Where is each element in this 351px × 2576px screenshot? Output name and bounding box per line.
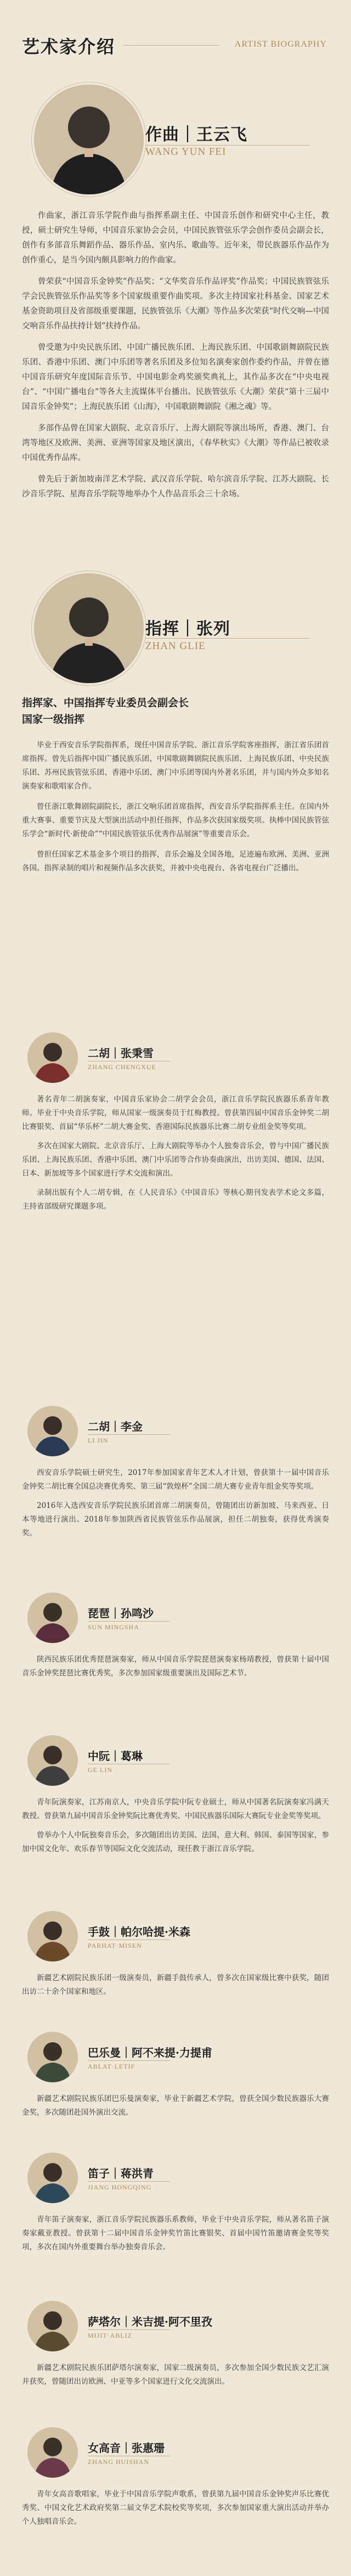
portrait-silhouette-icon xyxy=(34,573,144,683)
member-name: 琵琶｜孙鸣沙 xyxy=(88,1607,154,1620)
composer-portrait xyxy=(32,82,146,197)
bio-paragraph: 作曲家，浙江音乐学院作曲与指挥系副主任、中国音乐创作和研究中心主任，教授，硕士研究生导师，中国音乐家协会会员，中国民族管弦乐学会创作委员会副会长，创作有多部音乐舞蹈作品、器乐作品、室内乐、歌曲等。近年来，带民族器乐作品作为创作重心，是当今国内颇具影响力的作曲家。 xyxy=(22,211,329,265)
conductor-role-en: ZHAN GLIE xyxy=(145,640,206,652)
member-avatar xyxy=(27,1406,78,1456)
member-name-en: ZHANG HUISHAN xyxy=(88,2458,149,2466)
bio-paragraph: 录制出版有个人二胡专辑，在《人民音乐》《中国音乐》等核心期刊发表学术论文多篇，主持省部级研究课题多项。 xyxy=(22,1188,329,1211)
conductor-heading-line: 国家一级指挥 xyxy=(22,713,85,725)
member-name: 手鼓｜帕尔哈提·米森 xyxy=(88,1925,190,1938)
person-icon xyxy=(27,1735,78,1786)
bio-paragraph: 曾担任国家艺术基金多个项目的指挥，音乐会遍及全国各地，足迹遍布欧洲、美洲、亚洲各国。指挥录制的唱片和视频作品多次获奖，并被中央电视台、各省电视台广泛播出。 xyxy=(22,850,329,873)
member-bio xyxy=(22,1971,329,2004)
bio-paragraph: 曾荣获“中国音乐金钟奖”作品奖；“文华奖音乐作品评奖”作品奖；中国民族管弦乐学会民族管弦乐作品奖等多个国家级重要作曲奖项。多次主持国家社科基金、国家艺术基金资助项目及省部级重要课题，民族管弦乐《大潮》等作品多次荣获“时代交响—中国交响音乐作品扶持计划”扶持作品。 xyxy=(22,277,329,331)
member-name: 二胡｜张秉雪 xyxy=(88,1047,154,1060)
bio-paragraph: 新疆艺术剧院民族乐团巴乐曼演奏家，毕业于新疆艺术学院，曾获全国少数民族器乐大赛金奖，多次随团赴国外演出交流。 xyxy=(22,2094,329,2117)
conductor-role: 指挥｜张列 xyxy=(145,619,230,639)
member-name-en: ABLAT·LETIF xyxy=(88,2063,135,2070)
person-icon xyxy=(27,2427,78,2478)
person-icon xyxy=(27,1911,78,1962)
member-name-en: SUN MINGSHA xyxy=(88,1623,140,1631)
bio-paragraph: 青年笛子演奏家，浙江音乐学院民族器乐系教师，毕业于中央音乐学院，师从著名笛子演奏家戴亚教授。曾获第十二届中国音乐金钟奖竹笛比赛银奖、首届中国竹笛邀请赛金奖等奖项，多次在国内外重要舞台举办独奏音乐会。 xyxy=(22,2215,329,2251)
member-divider xyxy=(88,1621,170,1622)
member-divider xyxy=(88,2329,170,2330)
composer-bio xyxy=(22,209,329,509)
member-name-en: ZHANG CHENGXUE xyxy=(88,1063,156,1071)
member-name: 笛子｜蒋洪青 xyxy=(88,2167,154,2180)
conductor-portrait xyxy=(32,571,146,685)
member-name: 女高音｜张惠珊 xyxy=(88,2441,165,2455)
member-avatar xyxy=(27,2427,78,2478)
member-name: 巴乐曼｜阿不来提·力提甫 xyxy=(88,2046,212,2059)
bio-paragraph: 西安音乐学院硕士研究生，2017年参加国家青年艺术人才计划，曾获第十一届中国音乐金钟奖二胡比赛全国总决赛优秀奖、第三届“敦煌杯”全国二胡大赛专业青年组金奖等奖项。 xyxy=(22,1468,329,1491)
member-avatar xyxy=(27,1592,78,1643)
bio-paragraph: 曾受邀为中央民族乐团、中国广播民族乐团、上海民族乐团、中国歌剧舞剧院民族乐团、香港中乐团、澳门中乐团等著名乐团及多位知名演奏家创作委约作品，并曾在德中国音乐研究年度国际音乐节、中国电影金鸡奖颁奖典礼上，其作品多次在“中央电视台”、“中国广播电台”等各大主流媒体平台播出。民族管弦乐《大潮》荣获“第十三届中国音乐金钟奖”；上海民族乐团《山海》，中国歌剧舞剧院《湘之魂》等。 xyxy=(22,343,329,411)
bio-paragraph: 2016年入选西安音乐学院民族乐团首席二胡演奏员，曾随团出访新加坡、马来西亚、日本等地进行演出。2018年参加陕西省民族管弦乐作品展演，担任二胡独奏，获得优秀演奏奖。 xyxy=(22,1501,329,1538)
member-name-en: LI JIN xyxy=(88,1437,109,1444)
member-avatar xyxy=(27,2032,78,2082)
member-name-en: MIJIT·ABLIZ xyxy=(88,2332,132,2339)
member-bio xyxy=(22,1466,329,1546)
composer-divider xyxy=(145,145,310,146)
bio-paragraph: 新疆艺术剧院民族乐团萨塔尔演奏家，国家二级演奏员，多次参加全国少数民族文艺汇演并获奖，曾随团出访欧洲、中亚等多个国家进行文化交流演出。 xyxy=(22,2363,329,2386)
member-bio xyxy=(22,2092,329,2125)
member-divider xyxy=(88,2060,170,2061)
member-divider xyxy=(88,1434,170,1435)
member-bio xyxy=(22,2488,329,2534)
member-avatar xyxy=(27,2153,78,2203)
conductor-bio xyxy=(22,739,329,882)
header-divider xyxy=(123,45,219,46)
person-icon xyxy=(27,2301,78,2351)
person-icon xyxy=(27,1592,78,1643)
bio-paragraph: 多次在国家大剧院、北京音乐厅、上海大剧院等举办个人独奏音乐会，曾与中国广播民族乐团、上海民族乐团、香港中乐团、澳门中乐团等合作协奏曲演出，出访美国、德国、法国、日本、新加坡等多个国家进行学术交流和演出。 xyxy=(22,1142,329,1178)
member-name: 二胡｜李金 xyxy=(88,1420,143,1433)
conductor-heading-line: 指挥家、中国指挥专业委员会副会长 xyxy=(22,697,189,709)
member-divider xyxy=(88,2181,170,2182)
member-name-en: PARHAT·MISEN xyxy=(88,1942,142,1949)
member-bio xyxy=(22,1093,329,1219)
member-name: 中阮｜葛琳 xyxy=(88,1750,143,1763)
member-name-en: JIANG HONGQING xyxy=(88,2183,152,2191)
bio-paragraph: 曾任浙江歌舞剧院副院长，浙江交响乐团首席指挥，西安音乐学院指挥系主任。在国内外重大赛事、重要节庆及大型演出活动中担任指挥，作品多次获国家级奖项。执棒中国民族管弦乐学会“新时代·新使命”“中国民族管弦乐优秀作品展演”等重要音乐会。 xyxy=(22,802,329,839)
bio-paragraph: 著名青年二胡演奏家，中国音乐家协会二胡学会会员，浙江音乐学院民族器乐系青年教师。毕业于中央音乐学院，师从国家一级演奏员于红梅教授。曾获第四届中国音乐金钟奖二胡比赛银奖、首届“华乐杯”二胡大赛金奖、香港国际民族器乐比赛二胡专业组金奖等奖项。 xyxy=(22,1095,329,1131)
member-avatar xyxy=(27,1735,78,1786)
member-name: 萨塔尔｜米吉提·阿不里孜 xyxy=(88,2315,212,2328)
member-bio xyxy=(22,2361,329,2394)
bio-paragraph: 曾举办个人中阮独奏音乐会，多次随团出访美国、法国、意大利、韩国、泰国等国家，参加中国文化年、欢乐春节等国际文化交流活动，现任教于浙江音乐学院。 xyxy=(22,1831,329,1853)
page-title: 艺术家介绍 xyxy=(22,36,116,57)
bio-paragraph: 多部作品曾在国家大剧院、北京音乐厅、上海大剧院等演出场所，香港、澳门、台湾等地区及欧洲、美洲、亚洲等国家及地区演出，《春华秋实》《大潮》等作品已被收录中国优秀作品库。 xyxy=(22,424,329,462)
conductor-divider xyxy=(145,638,310,639)
member-avatar xyxy=(27,2301,78,2351)
bio-paragraph: 毕业于西安音乐学院指挥系，现任中国音乐学院、浙江音乐学院客座指挥，浙江省乐团首席指挥。曾先后指挥中国广播民族乐团、中国歌剧舞剧院民族乐团、上海民族乐团、中央民族乐团、苏州民族管弦乐团、香港中乐团、澳门中乐团等国内外著名乐团，并与国内外众多知名演奏家和歌唱家合作。 xyxy=(22,741,329,791)
member-name-en: GE LIN xyxy=(88,1766,112,1774)
bio-paragraph: 青年阮演奏家，江苏南京人，中央音乐学院中阮专业硕士，师从中国著名阮演奏家冯满天教授。曾获第九届中国音乐金钟奖阮比赛优秀奖、中国民族器乐国际大赛阮专业金奖等奖项。 xyxy=(22,1798,329,1820)
bio-paragraph: 青年女高音歌唱家，毕业于中国音乐学院声歌系，曾获第九届中国音乐金钟奖声乐比赛优秀奖、中国文化艺术政府奖第二届文华艺术院校奖等奖项，多次参加国家重大演出活动并举办个人独唱音乐会。 xyxy=(22,2490,329,2526)
member-avatar xyxy=(27,1911,78,1962)
bio-paragraph: 新疆艺术剧院民族乐团一级演奏员，新疆手鼓传承人，曾多次在国家级比赛中获奖，随团出访二十余个国家和地区。 xyxy=(22,1974,329,1996)
member-bio xyxy=(22,1796,329,1862)
bio-paragraph: 曾先后于新加坡南洋艺术学院、武汉音乐学院、哈尔滨音乐学院、江苏大剧院、长沙音乐学院、星海音乐学院等地举办个人作品音乐会三十余场。 xyxy=(22,475,329,499)
person-icon xyxy=(27,1406,78,1456)
person-icon xyxy=(27,2032,78,2082)
bio-paragraph: 陕西民族乐团优秀琵琶演奏家，师从中国音乐学院琵琶演奏家杨靖教授，曾获第十届中国音乐金钟奖琵琶比赛优秀奖，多次参加国家级重要演出及国际艺术节。 xyxy=(22,1655,329,1678)
member-avatar xyxy=(27,1032,78,1083)
person-icon xyxy=(27,1032,78,1083)
member-bio xyxy=(22,1653,329,1686)
page-header xyxy=(0,0,351,66)
member-bio xyxy=(22,2213,329,2260)
person-icon xyxy=(27,2153,78,2203)
composer-role: 作曲｜王云飞 xyxy=(145,125,247,144)
portrait-silhouette-icon xyxy=(34,85,144,194)
conductor-heading xyxy=(22,695,189,728)
composer-role-en: WANG YUN FEI xyxy=(145,146,227,158)
page-subtitle: ARTIST BIOGRAPHY xyxy=(234,40,327,49)
